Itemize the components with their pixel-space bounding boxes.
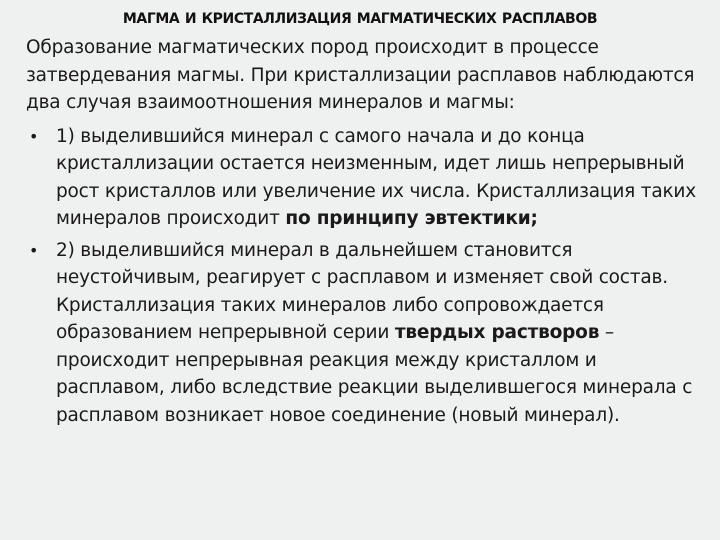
bullet-2-text-end: – происходит непрерывная реакция между кристаллом и расплавом, либо вследствие реакции выделившегося минерала с расплавом возникает новое соединение (новый минерал). bbox=[56, 322, 693, 426]
bullet-item-2 bbox=[26, 237, 698, 430]
bullet-1-text bbox=[56, 126, 696, 230]
intro-paragraph: Образование магматических пород происходит в процессе затвердевания магмы. При кристаллизации расплавов наблюдаются два случая взаимоотношения минералов и магмы: bbox=[26, 37, 695, 113]
bullet-1-text-start: 1) выделившийся минерал с самого начала и до конца кристаллизации остается неизменным, идет лишь непрерывный рост кристаллов или увеличение их числа. Кристаллизация таких минералов происходит bbox=[56, 125, 697, 229]
bullet-2-text-start: 2) выделившийся минерал в дальнейшем становится неустойчивым, реагирует с расплавом и изменяет свой состав. Кристаллизация таких минералов либо сопровождается образованием непрерывной серии bbox=[56, 239, 668, 343]
bullet-2-text bbox=[56, 240, 692, 426]
bullet-1-bold-term: по принципу эвтектики bbox=[285, 208, 531, 229]
bullet-list bbox=[26, 123, 698, 430]
slide-body bbox=[26, 34, 698, 433]
slide-title: МАГМА И КРИСТАЛЛИЗАЦИЯ МАГМАТИЧЕСКИХ РАСПЛАВОВ bbox=[122, 11, 598, 27]
bullet-1-text-end: ; bbox=[530, 208, 538, 229]
bullet-icon: • bbox=[29, 240, 39, 260]
bullet-icon: • bbox=[29, 126, 39, 146]
bullet-2-bold-term: твердых растворов bbox=[394, 322, 600, 343]
bullet-item-1 bbox=[26, 123, 698, 233]
